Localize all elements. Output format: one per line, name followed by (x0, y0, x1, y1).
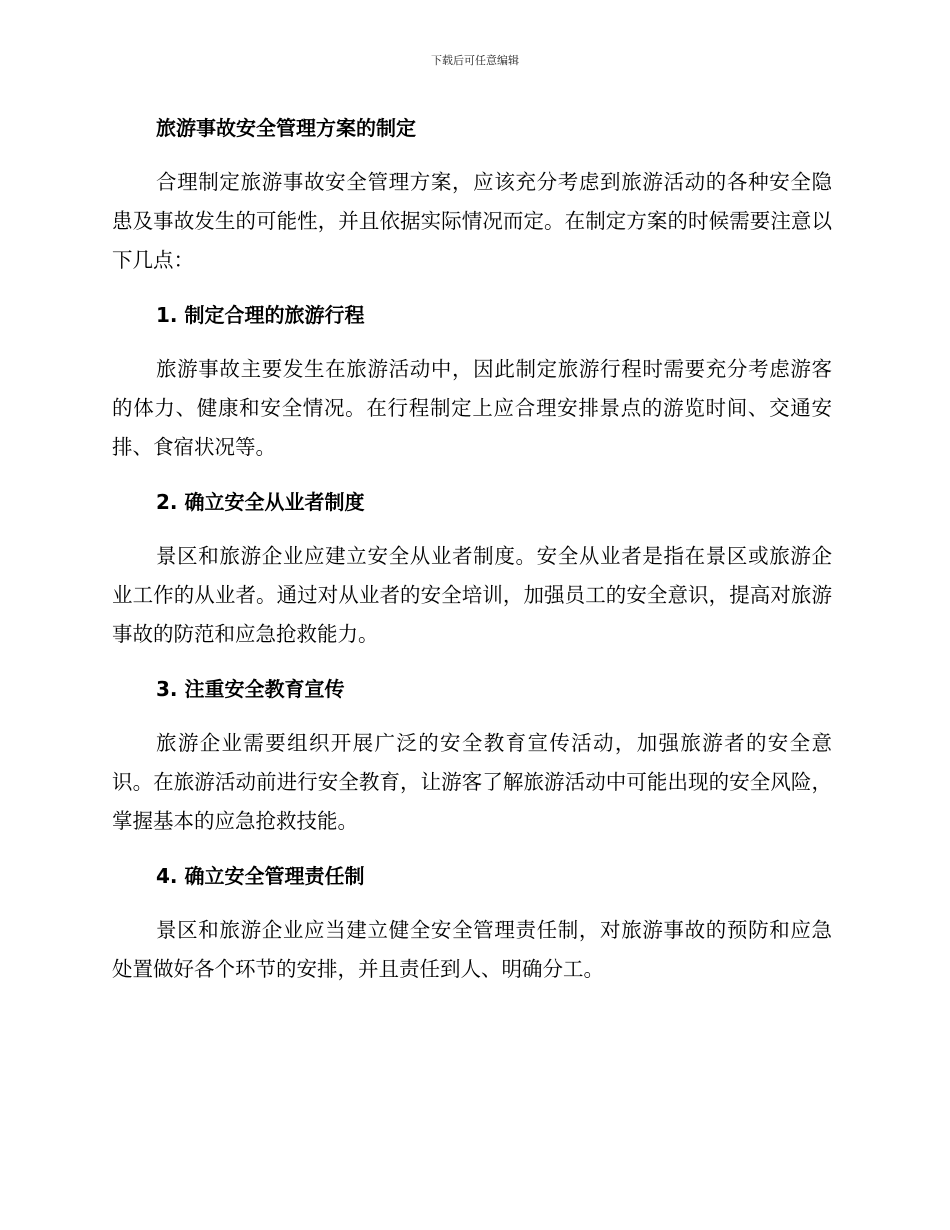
header-note: 下载后可任意编辑 (431, 54, 519, 67)
section-body-3: 旅游企业需要组织开展广泛的安全教育宣传活动，加强旅游者的安全意识。在旅游活动前进行安全教育，让游客了解旅游活动中可能出现的安全风险，掌握基本的应急抢救技能。 (112, 731, 832, 833)
section-body-2: 景区和旅游企业应建立安全从业者制度。安全从业者是指在景区或旅游企业工作的从业者。通过对从业者的安全培训，加强员工的安全意识，提高对旅游事故的防范和应急抢救能力。 (112, 544, 832, 646)
section-heading-2: 2. 确立安全从业者制度 (156, 490, 365, 514)
section-heading-4: 4. 确立安全管理责任制 (156, 864, 365, 888)
intro-paragraph: 合理制定旅游事故安全管理方案，应该充分考虑到旅游活动的各种安全隐患及事故发生的可能性，并且依据实际情况而定。在制定方案的时候需要注意以下几点： (112, 170, 832, 272)
section-body-4: 景区和旅游企业应当建立健全安全管理责任制，对旅游事故的预防和应急处置做好各个环节的安排，并且责任到人、明确分工。 (112, 918, 832, 981)
section-heading-3: 3. 注重安全教育宣传 (156, 677, 345, 701)
document-title: 旅游事故安全管理方案的制定 (156, 116, 416, 140)
section-heading-1: 1. 制定合理的旅游行程 (156, 303, 365, 327)
section-body-1: 旅游事故主要发生在旅游活动中，因此制定旅游行程时需要充分考虑游客的体力、健康和安全情况。在行程制定上应合理安排景点的游览时间、交通安排、食宿状况等。 (112, 357, 832, 459)
document-body (112, 111, 832, 1007)
